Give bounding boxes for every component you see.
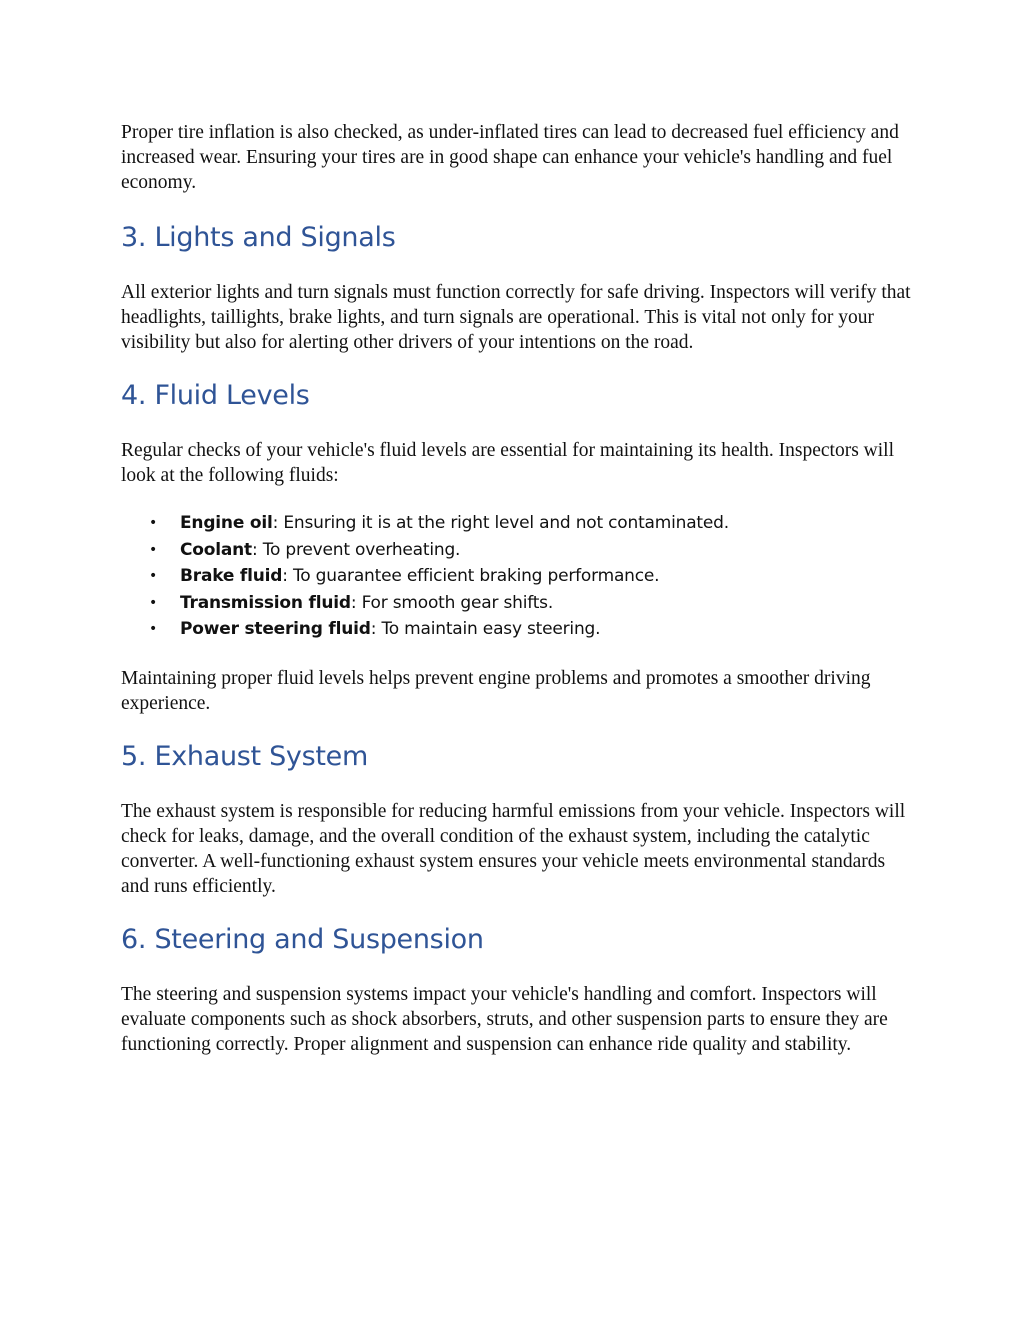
document-page [121,120,911,1057]
bullet-icon: • [149,594,158,611]
list-item-term: Transmission fluid [180,592,351,613]
list-item-desc: : To maintain easy steering. [370,619,601,639]
section-body-exhaust-system: The exhaust system is responsible for reducing harmful emissions from your vehicle. Inspectors will check for leaks, damage, and the overall condition of the exhaust system, including the catalytic converter. A well-functioning exhaust system ensures your vehicle meets environmental standards and runs efficiently. [121,800,906,897]
section-body-lights-signals: All exterior lights and turn signals must function correctly for safe driving. Inspectors will verify that headlights, taillights, brake lights, and turn signals are operational. This is vital not only for your visibility but also for alerting other drivers of your intentions on the road. [121,282,911,353]
list-item [121,537,911,564]
list-item [121,510,911,537]
bullet-icon: • [149,568,158,584]
bullet-icon: • [149,621,158,637]
section-closing-fluid-levels: Maintaining proper fluid levels helps prevent engine problems and promotes a smoother driving experience. [121,667,871,714]
section-heading-exhaust-system: 5. Exhaust System [121,740,368,772]
section-body-fluid-levels: Regular checks of your vehicle's fluid levels are essential for maintaining its health. Inspectors will look at the following fluids: [121,440,894,486]
list-item-desc: : To prevent overheating. [251,539,461,560]
fluid-list [121,510,911,643]
list-item [121,563,911,590]
list-item [121,590,911,617]
list-item-term: Power steering fluid [180,619,371,639]
list-item-term: Brake fluid [180,566,283,586]
list-item-term: Coolant [180,539,252,560]
section-heading-fluid-levels: 4. Fluid Levels [121,380,310,411]
section-heading-lights-signals: 3. Lights and Signals [121,222,396,253]
list-item [121,616,911,643]
list-item-desc: : Ensuring it is at the right level and not contaminated. [272,513,729,533]
list-item-desc: : For smooth gear shifts. [350,592,554,613]
list-item-desc: : To guarantee efficient braking performance. [282,566,660,586]
section-heading-steering-suspension: 6. Steering and Suspension [121,923,484,955]
section-body-steering-suspension: The steering and suspension systems impact your vehicle's handling and comfort. Inspectors will evaluate components such as shock absorbers, struts, and other suspension parts to ensure they are functioning correctly. Proper alignment and suspension can enhance ride quality and stability. [121,983,888,1055]
bullet-icon: • [149,541,158,558]
bullet-icon: • [149,515,158,531]
list-item-term: Engine oil [180,513,273,533]
intro-paragraph: Proper tire inflation is also checked, as under-inflated tires can lead to decreased fuel efficiency and increased wear. Ensuring your tires are in good shape can enhance your vehicle's handling and fuel economy. [121,122,899,193]
